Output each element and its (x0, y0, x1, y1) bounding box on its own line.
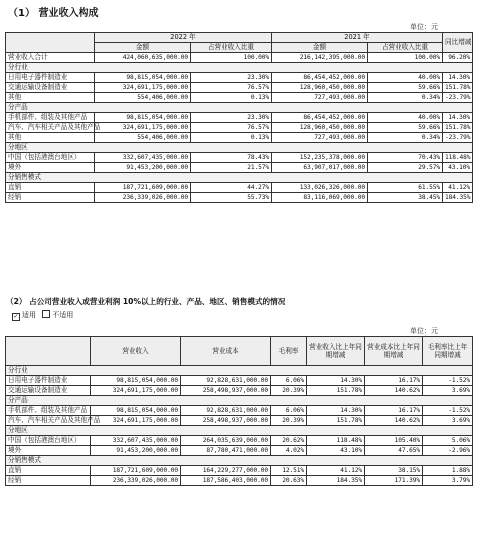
table-row (6, 476, 473, 486)
row-label: 经销 (6, 193, 95, 203)
cost: 258,498,937,000.00 (181, 386, 271, 396)
table-row (6, 113, 473, 123)
gross-margin: 6.06% (271, 376, 307, 386)
amount-2022: 332,607,435,000.00 (95, 153, 191, 163)
table-row (6, 123, 473, 133)
header-ratio-2022: 占营业收入比重 (191, 43, 272, 53)
section-title: 分产品 (6, 396, 473, 406)
margin-yoy: -2.96% (423, 446, 473, 456)
cost-yoy: 16.17% (365, 406, 423, 416)
revenue-yoy: 43.10% (307, 446, 365, 456)
revenue-yoy: 151.78% (307, 386, 365, 396)
row-label: 交通运输设备制造业 (6, 83, 95, 93)
ratio-2022: 76.57% (191, 83, 272, 93)
header-cost: 营业成本 (181, 337, 271, 366)
header-blank (6, 337, 91, 366)
ratio-2021: 61.55% (368, 183, 443, 193)
table-header-row (6, 337, 473, 366)
ratio-2021: 59.66% (368, 123, 443, 133)
yoy-change: 41.12% (443, 183, 473, 193)
table-section-row (6, 426, 473, 436)
table-section-row (6, 63, 473, 73)
row-label: 日用电子器件制造业 (6, 376, 91, 386)
cost: 92,828,631,000.00 (181, 376, 271, 386)
table-section-row (6, 173, 473, 183)
table-section-row (6, 366, 473, 376)
header-revenue-yoy: 营业收入比上年同期增减 (307, 337, 365, 366)
yoy-change: 14.30% (443, 113, 473, 123)
row-label: 汽车、汽车相关产品及其他产品 (6, 416, 91, 426)
revenue: 187,721,609,000.00 (91, 466, 181, 476)
ratio-2022: 21.57% (191, 163, 272, 173)
gross-margin: 6.06% (271, 406, 307, 416)
gross-margin: 20.63% (271, 476, 307, 486)
header-amount-2021: 金额 (272, 43, 368, 53)
table-row (6, 386, 473, 396)
table-row (6, 193, 473, 203)
margin-yoy: -1.52% (423, 376, 473, 386)
gross-margin: 20.62% (271, 436, 307, 446)
yoy-change: 96.20% (443, 53, 473, 63)
yoy-change: -23.79% (443, 133, 473, 143)
margin-yoy: -1.52% (423, 406, 473, 416)
section-title: 分销售模式 (6, 173, 473, 183)
cost: 187,586,403,000.00 (181, 476, 271, 486)
amount-2021: 86,454,452,000.00 (272, 73, 368, 83)
revenue-composition-table (5, 32, 473, 203)
table-row (6, 406, 473, 416)
gross-margin: 20.39% (271, 416, 307, 426)
table-row (6, 436, 473, 446)
revenue: 236,339,026,000.00 (91, 476, 181, 486)
yoy-change: 151.78% (443, 123, 473, 133)
revenue-yoy: 41.12% (307, 466, 365, 476)
margin-yoy: 3.79% (423, 476, 473, 486)
checkbox-checked-icon[interactable]: ✓ (13, 313, 19, 320)
revenue-yoy: 151.78% (307, 416, 365, 426)
section1-unit: 单位：元 (410, 23, 438, 31)
amount-2021: 152,235,378,000.00 (272, 153, 368, 163)
header-yoy: 同比增减 (443, 33, 473, 53)
cost-yoy: 16.17% (365, 376, 423, 386)
table-row (6, 93, 473, 103)
amount-2021: 128,960,450,000.00 (272, 123, 368, 133)
ratio-2022: 100.00% (191, 53, 272, 63)
row-label: 日用电子器件制造业 (6, 73, 95, 83)
row-label: 汽车、汽车相关产品及其他产品 (6, 123, 95, 133)
amount-2021: 83,116,069,000.00 (272, 193, 368, 203)
section-title: 分销售模式 (6, 456, 473, 466)
header-cost-yoy: 营业成本比上年同期增减 (365, 337, 423, 366)
table-row (6, 466, 473, 476)
table-row-total (6, 53, 473, 63)
section2-unit: 单位：元 (410, 327, 438, 335)
ratio-2022: 23.30% (191, 113, 272, 123)
table-row (6, 73, 473, 83)
amount-2021: 727,493,000.00 (272, 133, 368, 143)
header-year-2021: 2021 年 (272, 33, 443, 43)
cost-yoy: 171.39% (365, 476, 423, 486)
amount-2022: 98,815,054,000.00 (95, 113, 191, 123)
table-row (6, 83, 473, 93)
margin-yoy: 5.06% (423, 436, 473, 446)
table-row (6, 133, 473, 143)
amount-2021: 727,493,000.00 (272, 93, 368, 103)
amount-2022: 324,691,175,000.00 (95, 83, 191, 93)
revenue-yoy: 14.30% (307, 406, 365, 416)
ratio-2022: 44.27% (191, 183, 272, 193)
gross-margin: 20.39% (271, 386, 307, 396)
segment-table (5, 336, 473, 486)
cost-yoy: 140.62% (365, 416, 423, 426)
row-label: 中国（包括港澳台地区） (6, 153, 95, 163)
row-label: 交通运输设备制造业 (6, 386, 91, 396)
yoy-change: 43.10% (443, 163, 473, 173)
row-label: 境外 (6, 163, 95, 173)
revenue: 324,691,175,000.00 (91, 386, 181, 396)
yoy-change: 14.30% (443, 73, 473, 83)
ratio-2022: 23.30% (191, 73, 272, 83)
cost-yoy: 140.62% (365, 386, 423, 396)
table-row (6, 376, 473, 386)
row-label: 中国（包括港澳台地区） (6, 436, 91, 446)
amount-2021: 86,454,452,000.00 (272, 113, 368, 123)
cost-yoy: 38.15% (365, 466, 423, 476)
row-label: 营业收入合计 (6, 53, 95, 63)
row-label: 直销 (6, 466, 91, 476)
revenue: 98,815,054,000.00 (91, 376, 181, 386)
amount-2021: 63,907,017,000.00 (272, 163, 368, 173)
amount-2022: 236,339,026,000.00 (95, 193, 191, 203)
ratio-2021: 29.57% (368, 163, 443, 173)
ratio-2021: 40.00% (368, 113, 443, 123)
table-section-row (6, 456, 473, 466)
section-title: 分地区 (6, 426, 473, 436)
cost: 87,780,471,000.00 (181, 446, 271, 456)
row-label: 其他 (6, 133, 95, 143)
ratio-2021: 100.00% (368, 53, 443, 63)
header-margin-yoy: 毛利率比上年同期增减 (423, 337, 473, 366)
ratio-2022: 0.13% (191, 93, 272, 103)
cost: 164,229,277,000.00 (181, 466, 271, 476)
ratio-2022: 76.57% (191, 123, 272, 133)
cost: 258,498,937,000.00 (181, 416, 271, 426)
header-gross-margin: 毛利率 (271, 337, 307, 366)
section-title: 分产品 (6, 103, 473, 113)
table-section-row (6, 103, 473, 113)
ratio-2022: 78.43% (191, 153, 272, 163)
yoy-change: 118.48% (443, 153, 473, 163)
row-label: 手机部件、组装及其他产品 (6, 113, 95, 123)
amount-2022: 554,406,000.00 (95, 93, 191, 103)
ratio-2021: 0.34% (368, 133, 443, 143)
revenue: 98,815,054,000.00 (91, 406, 181, 416)
revenue: 324,691,175,000.00 (91, 416, 181, 426)
ratio-2022: 0.13% (191, 133, 272, 143)
header-ratio-2021: 占营业收入比重 (368, 43, 443, 53)
amount-2021: 128,960,450,000.00 (272, 83, 368, 93)
applicability-options (12, 310, 73, 321)
table-row (6, 183, 473, 193)
margin-yoy: 3.69% (423, 386, 473, 396)
margin-yoy: 1.88% (423, 466, 473, 476)
amount-2021: 133,026,326,000.00 (272, 183, 368, 193)
section-title: 分地区 (6, 143, 473, 153)
cost: 92,828,631,000.00 (181, 406, 271, 416)
table-section-row (6, 143, 473, 153)
ratio-2021: 40.00% (368, 73, 443, 83)
row-label: 经销 (6, 476, 91, 486)
section-title: 分行业 (6, 63, 473, 73)
table-row (6, 153, 473, 163)
amount-2022: 91,453,200,000.00 (95, 163, 191, 173)
row-label: 直销 (6, 183, 95, 193)
section-title: 分行业 (6, 366, 473, 376)
margin-yoy: 3.69% (423, 416, 473, 426)
amount-2022: 554,406,000.00 (95, 133, 191, 143)
gross-margin: 4.02% (271, 446, 307, 456)
revenue-yoy: 184.35% (307, 476, 365, 486)
cost-yoy: 47.65% (365, 446, 423, 456)
section2-heading: （2） 占公司营业收入或营业利润 10%以上的行业、产品、地区、销售模式的情况 (6, 297, 286, 306)
yoy-change: 151.78% (443, 83, 473, 93)
ratio-2021: 38.45% (368, 193, 443, 203)
row-label: 境外 (6, 446, 91, 456)
revenue: 91,453,200,000.00 (91, 446, 181, 456)
ratio-2021: 70.43% (368, 153, 443, 163)
header-amount-2022: 金额 (95, 43, 191, 53)
ratio-2021: 59.66% (368, 83, 443, 93)
ratio-2021: 0.34% (368, 93, 443, 103)
checkbox-empty-icon[interactable] (42, 310, 50, 318)
revenue-yoy: 14.30% (307, 376, 365, 386)
amount-2022: 187,721,609,000.00 (95, 183, 191, 193)
amount-2021: 216,142,395,000.00 (272, 53, 368, 63)
revenue: 332,607,435,000.00 (91, 436, 181, 446)
ratio-2022: 55.73% (191, 193, 272, 203)
gross-margin: 12.51% (271, 466, 307, 476)
amount-2022: 98,815,054,000.00 (95, 73, 191, 83)
row-label: 其他 (6, 93, 95, 103)
yoy-change: 184.35% (443, 193, 473, 203)
header-revenue: 营业收入 (91, 337, 181, 366)
cost: 264,035,639,000.00 (181, 436, 271, 446)
table-row (6, 416, 473, 426)
revenue-yoy: 118.48% (307, 436, 365, 446)
table-section-row (6, 396, 473, 406)
header-blank (6, 33, 95, 53)
not-applicable-label: 不适用 (52, 311, 74, 319)
yoy-change: -23.79% (443, 93, 473, 103)
cost-yoy: 105.40% (365, 436, 423, 446)
amount-2022: 324,691,175,000.00 (95, 123, 191, 133)
table-row (6, 446, 473, 456)
section1-heading: （1） 营业收入构成 (8, 8, 99, 19)
row-label: 手机部件、组装及其他产品 (6, 406, 91, 416)
applicable-label: 适用 (22, 311, 36, 319)
header-year-2022: 2022 年 (95, 33, 272, 43)
table-row (6, 163, 473, 173)
table-header-row (6, 33, 473, 43)
amount-2022: 424,060,635,000.00 (95, 53, 191, 63)
